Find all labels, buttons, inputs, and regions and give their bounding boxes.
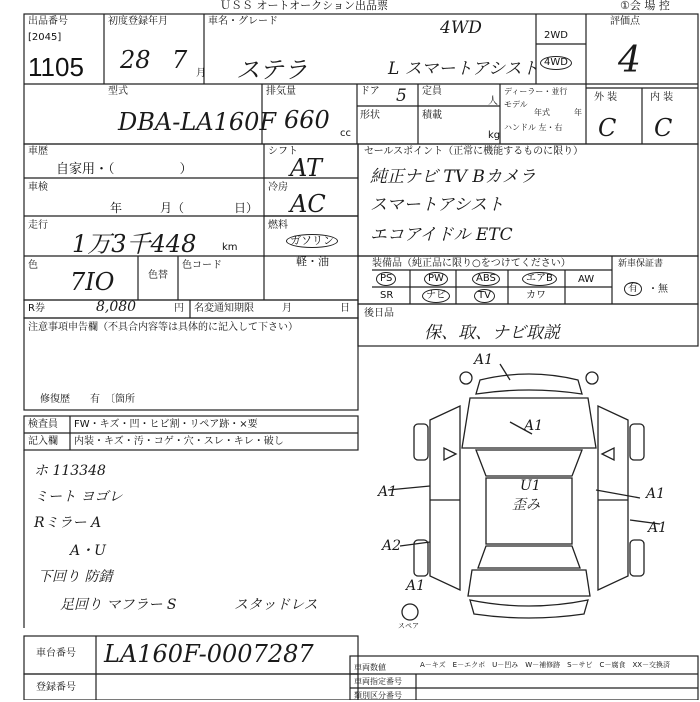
- warranty-have-circled: 有: [624, 282, 642, 296]
- warranty-label: 新車保証書: [618, 259, 664, 269]
- inspection-month: 月（: [160, 201, 185, 215]
- dealer-label: ディーラー・並行: [504, 87, 568, 96]
- warranty-none: ・無: [648, 284, 668, 295]
- handle-label: ハンドル 左・右: [504, 123, 563, 132]
- equip-tv: TV: [474, 289, 495, 303]
- color-code-label: 色コード: [182, 260, 222, 271]
- sales-point-line: エコアイドル ETC: [370, 225, 513, 245]
- damage-mark: A1: [524, 418, 544, 434]
- after-parts-value: 保、取、ナビ取説: [424, 323, 560, 343]
- recycle-label: R券: [28, 303, 45, 314]
- damage-mark: A1: [648, 520, 668, 536]
- lot-number: 1105: [28, 52, 84, 82]
- equip-aw: AW: [578, 274, 595, 285]
- damage-mark: A1: [646, 486, 666, 502]
- inspector-label: 検査員: [28, 419, 58, 430]
- usage-label: 車歴: [28, 146, 48, 157]
- damage-mark: U1: [520, 478, 541, 494]
- aircon-value: AC: [290, 190, 326, 218]
- color-change-label: 色替: [148, 270, 168, 281]
- damage-mark: A1: [406, 578, 426, 594]
- deadline-label: 名変通知期限: [194, 303, 254, 314]
- deadline-month: 月: [282, 303, 292, 314]
- equipment-label: 装備品（純正品に限り○をつけてください）: [372, 258, 571, 269]
- load-unit: kg: [488, 130, 501, 141]
- displacement-label: 排気量: [266, 86, 296, 97]
- model-2wd: 2WD: [544, 30, 568, 41]
- mileage-value: 1万3千448: [72, 230, 197, 258]
- note-line: スタッドレス: [234, 597, 318, 613]
- note-line: 下回り 防錆: [38, 569, 113, 585]
- displacement-value: 660: [284, 106, 330, 134]
- after-parts-label: 後日品: [364, 308, 394, 319]
- model-grade: L スマートアシスト: [388, 59, 539, 79]
- note-line: ホ 113348: [34, 463, 106, 479]
- lot-code: [2045]: [28, 32, 62, 43]
- inspection-year: 年: [110, 201, 123, 215]
- model-drive: 4WD: [440, 18, 482, 38]
- inspection-day: 日）: [234, 201, 259, 215]
- venue-label: ①会 場 控: [620, 0, 670, 12]
- fuel-gasoline-circled: ガソリン: [286, 234, 338, 248]
- model-4wd-circled: 4WD: [540, 56, 572, 70]
- equip-ps: PS: [376, 272, 396, 286]
- shift-label: シフト: [268, 146, 298, 157]
- equip-navi: ナビ: [422, 289, 450, 303]
- score-value: 4: [618, 40, 641, 81]
- fuel-diesel: 軽・油: [296, 255, 329, 268]
- score-int: C: [654, 114, 673, 142]
- repair-label: 修復歴 有 〔箇所: [40, 394, 135, 405]
- type-label: 型式: [108, 86, 128, 97]
- year-unit: 年: [574, 108, 582, 117]
- type-value: DBA-LA160F: [118, 108, 277, 136]
- mileage-label: 走行: [28, 220, 48, 231]
- inspection-label: 車検: [28, 182, 48, 193]
- note-line: Rミラー A: [34, 515, 102, 531]
- legend-row: 車両数値: [354, 663, 386, 672]
- legend-row: 車両指定番号: [354, 677, 402, 686]
- sales-point-line: 純正ナビ TV Bカメラ: [370, 167, 536, 187]
- sales-point-line: スマートアシスト: [370, 195, 504, 215]
- model-name: ステラ: [236, 56, 308, 84]
- inspector-exterior-row: FW・キズ・凹・ヒビ割・リペア跡・×要: [74, 419, 258, 430]
- usage-value: 自家用・（ ）: [56, 162, 193, 177]
- form-title: ＵＳＳ オートオークション出品票: [220, 0, 388, 12]
- damage-mark: A1: [474, 352, 494, 368]
- recycle-value: 8,080: [96, 299, 137, 315]
- inspector-interior-row: 内装・キズ・汚・コゲ・穴・スレ・キレ・破し: [74, 436, 284, 447]
- legend-row: 類別区分番号: [354, 691, 402, 700]
- equip-sr: SR: [380, 290, 394, 301]
- equip-airbag: エアB: [522, 272, 557, 286]
- equip-pw: PW: [424, 272, 448, 286]
- chassis-value: LA160F-0007287: [104, 640, 314, 668]
- score-ext: C: [598, 114, 617, 142]
- note-line: A・U: [70, 543, 106, 559]
- year-label: 年式: [534, 108, 550, 117]
- capacity-unit: 人: [488, 96, 498, 107]
- damage-mark: A1: [378, 484, 398, 500]
- sales-points-label: セールスポイント（正常に機能するものに限り）: [364, 146, 584, 157]
- aircon-label: 冷房: [268, 182, 288, 193]
- damage-mark: 歪み: [512, 497, 540, 513]
- registration-year: 28: [120, 46, 151, 74]
- chassis-label: 車台番号: [36, 648, 76, 659]
- damage-mark: A2: [382, 538, 402, 554]
- lot-label: 出品番号: [28, 16, 68, 27]
- load-label: 積載: [422, 110, 442, 121]
- displacement-unit: cc: [340, 128, 351, 139]
- model-year-label: モデル: [504, 100, 528, 109]
- doors-value: 5: [396, 86, 407, 106]
- registration-label: 初度登録年月: [108, 16, 168, 27]
- inspector-entry-label: 記入欄: [28, 436, 58, 447]
- shape-label: 形状: [360, 110, 380, 121]
- capacity-label: 定員: [422, 86, 442, 97]
- equip-abs: ABS: [472, 272, 500, 286]
- color-label: 色: [28, 260, 38, 271]
- recycle-unit: 円: [174, 303, 184, 314]
- score-int-label: 内 装: [650, 92, 674, 103]
- notes-label: 注意事項申告欄（不具合内容等は具体的に記入して下さい）: [28, 322, 298, 333]
- reg-number-label: 登録番号: [36, 682, 76, 693]
- spare-label: スペア: [398, 622, 419, 630]
- registration-month-unit: 月: [196, 68, 206, 79]
- color-value: 7IO: [70, 268, 115, 296]
- mileage-unit: km: [222, 242, 238, 253]
- score-ext-label: 外 装: [594, 92, 618, 103]
- legend-row: A－キズ E－エクボ U－凹み W－補修跡 S－サビ C－腐食 XX－交換済: [420, 661, 671, 669]
- deadline-day: 日: [340, 303, 350, 314]
- fuel-label: 燃料: [268, 220, 288, 231]
- note-line: 足回り マフラー S: [60, 597, 177, 613]
- equip-leather: カワ: [526, 290, 546, 301]
- doors-label: ドア: [360, 86, 380, 97]
- shift-value: AT: [290, 154, 323, 182]
- model-label: 車名・グレード: [208, 16, 278, 27]
- registration-month: 7: [172, 46, 188, 74]
- score-label: 評価点: [610, 16, 640, 27]
- note-line: ミート ヨゴレ: [34, 489, 123, 505]
